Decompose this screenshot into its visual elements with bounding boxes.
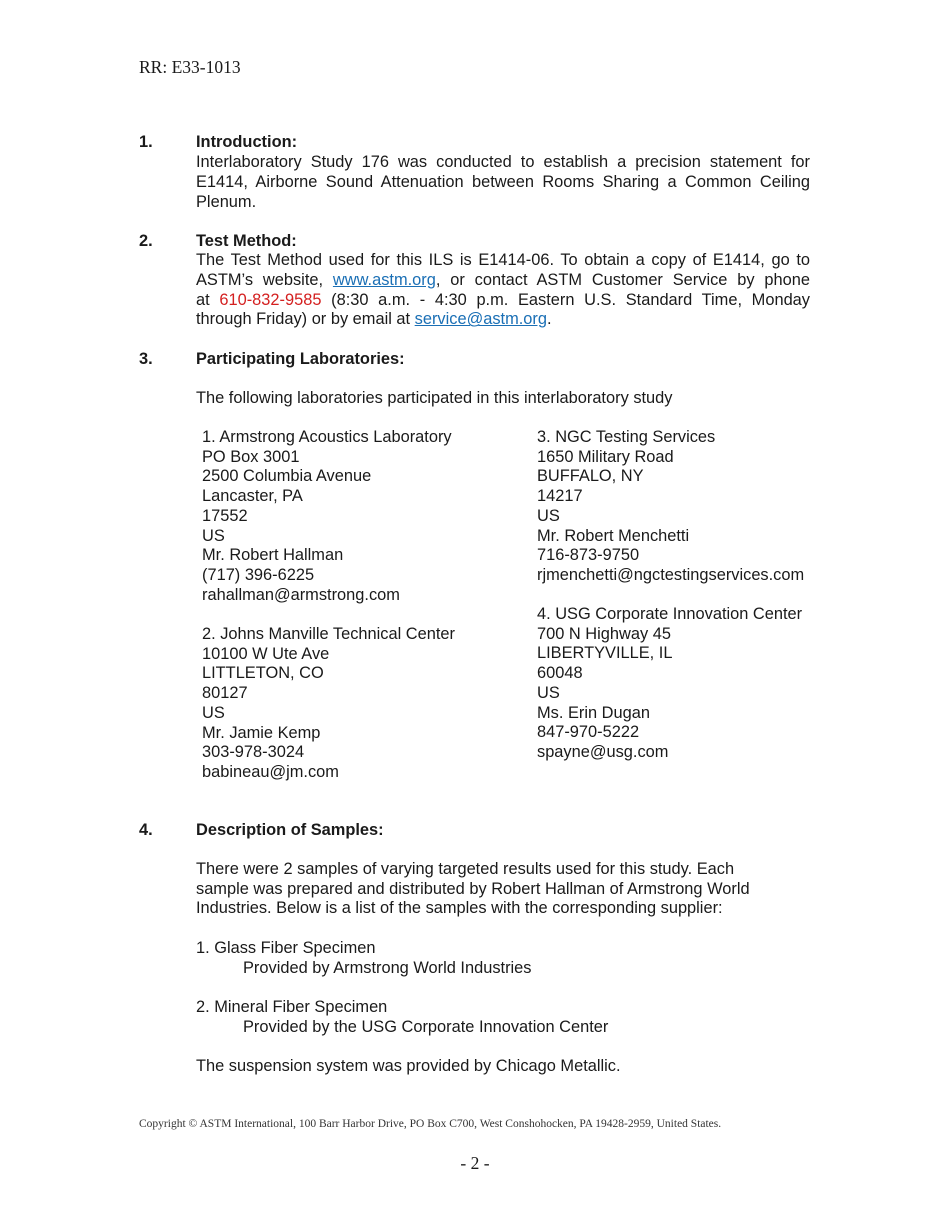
section-2-title: Test Method: [196, 232, 297, 250]
lab-line: Mr. Jamie Kemp [202, 723, 321, 742]
text-fragment: (8:30 a.m. - 4:30 p.m. Eastern U.S. Standard Time, Monday [331, 290, 810, 309]
lab-line: 17552 [202, 506, 248, 525]
body-line: sample was prepared and distributed by Robert Hallman of Armstrong World [196, 879, 750, 898]
lab-line: 2500 Columbia Avenue [202, 467, 372, 486]
body-line: Industries. Below is a list of the samples with the corresponding supplier: [196, 899, 723, 918]
copyright-footer: Copyright © ASTM International, 100 Barr Harbor Drive, PO Box C700, West Conshohocken, PA 19428-2959, United States. [139, 1118, 722, 1130]
lab-entry-2 [202, 625, 455, 783]
lab-line: US [537, 506, 560, 525]
samples-intro [196, 860, 750, 919]
lab-email: rjmenchetti@ngctestingservices.com [537, 565, 805, 584]
lab-line: 700 N Highway 45 [537, 624, 671, 643]
lab-email: spayne@usg.com [537, 742, 669, 761]
body-line [196, 310, 810, 330]
lab-line: Lancaster, PA [202, 487, 303, 506]
lab-line: BUFFALO, NY [537, 467, 644, 486]
section-1-number: 1. [139, 133, 153, 151]
lab-name: 4. USG Corporate Innovation Center [537, 605, 803, 623]
lab-line: (717) 396-6225 [202, 565, 315, 584]
lab-line: 303-978-3024 [202, 743, 305, 762]
lab-name: 2. Johns Manville Technical Center [202, 625, 455, 643]
text-fragment: through Friday) or by email at [196, 310, 411, 329]
text-fragment: . [546, 310, 552, 329]
lab-line: 80127 [202, 684, 248, 703]
lab-line: LITTLETON, CO [202, 664, 324, 683]
lab-line: PO Box 3001 [202, 447, 300, 466]
lab-line: LIBERTYVILLE, IL [537, 644, 673, 663]
lab-line: US [537, 683, 560, 702]
lab-entry-4 [537, 605, 802, 763]
sample-name: 1. Glass Fiber Specimen [196, 939, 376, 957]
lab-entry-1 [202, 428, 452, 605]
sample-item-2 [196, 998, 608, 1037]
body-line: There were 2 samples of varying targeted results used for this study. Each [196, 860, 735, 878]
lab-name: 3. NGC Testing Services [537, 428, 716, 446]
text-fragment: ASTM’s website, [196, 270, 324, 289]
body-line [196, 291, 810, 311]
lab-line: Ms. Erin Dugan [537, 703, 650, 722]
section-3-number: 3. [139, 350, 153, 368]
body-line: Interlaboratory Study 176 was conducted to establish a precision statement for [196, 153, 810, 171]
lab-line: 847-970-5222 [537, 723, 640, 742]
lab-line: 10100 W Ute Ave [202, 644, 330, 663]
lab-line: Mr. Robert Menchetti [537, 526, 690, 545]
text-fragment: at [196, 290, 210, 309]
customer-service-phone: 610-832-9585 [219, 290, 322, 309]
lab-line: 60048 [537, 664, 583, 683]
lab-line: US [202, 526, 225, 545]
section-2-number: 2. [139, 232, 153, 250]
body-line: The Test Method used for this ILS is E1414-06. To obtain a copy of E1414, go to [196, 251, 810, 269]
lab-entry-3 [537, 428, 804, 586]
labs-intro: The following laboratories participated in this interlaboratory study [196, 389, 673, 407]
page-number: - 2 - [460, 1153, 490, 1173]
document-id: RR: E33-1013 [139, 57, 241, 77]
sample-item-1 [196, 939, 531, 978]
lab-name: 1. Armstrong Acoustics Laboratory [202, 428, 452, 446]
lab-line: Mr. Robert Hallman [202, 546, 344, 565]
sample-provider: Provided by the USG Corporate Innovation Center [243, 1017, 609, 1036]
lab-email: rahallman@armstrong.com [202, 585, 400, 604]
lab-line: 14217 [537, 487, 583, 506]
lab-line: 716-873-9750 [537, 546, 640, 565]
body-line [196, 271, 810, 291]
sample-name: 2. Mineral Fiber Specimen [196, 998, 388, 1016]
suspension-note: The suspension system was provided by Chicago Metallic. [196, 1057, 621, 1075]
service-email-link[interactable]: service@astm.org [414, 310, 547, 329]
body-line: E1414, Airborne Sound Attenuation between Rooms Sharing a Common Ceiling [196, 172, 810, 191]
body-line: Plenum. [196, 192, 257, 211]
lab-email: babineau@jm.com [202, 762, 339, 781]
section-2-body [196, 251, 810, 330]
section-1-body [196, 153, 810, 212]
section-4-title: Description of Samples: [196, 821, 384, 839]
lab-line: US [202, 703, 225, 722]
text-fragment: , or contact ASTM Customer Service by phone [435, 270, 810, 289]
section-4-number: 4. [139, 821, 153, 839]
lab-line: 1650 Military Road [537, 447, 674, 466]
astm-website-link[interactable]: www.astm.org [332, 270, 436, 289]
sample-provider: Provided by Armstrong World Industries [243, 958, 532, 977]
section-1-title: Introduction: [196, 133, 298, 151]
section-3-title: Participating Laboratories: [196, 350, 405, 368]
